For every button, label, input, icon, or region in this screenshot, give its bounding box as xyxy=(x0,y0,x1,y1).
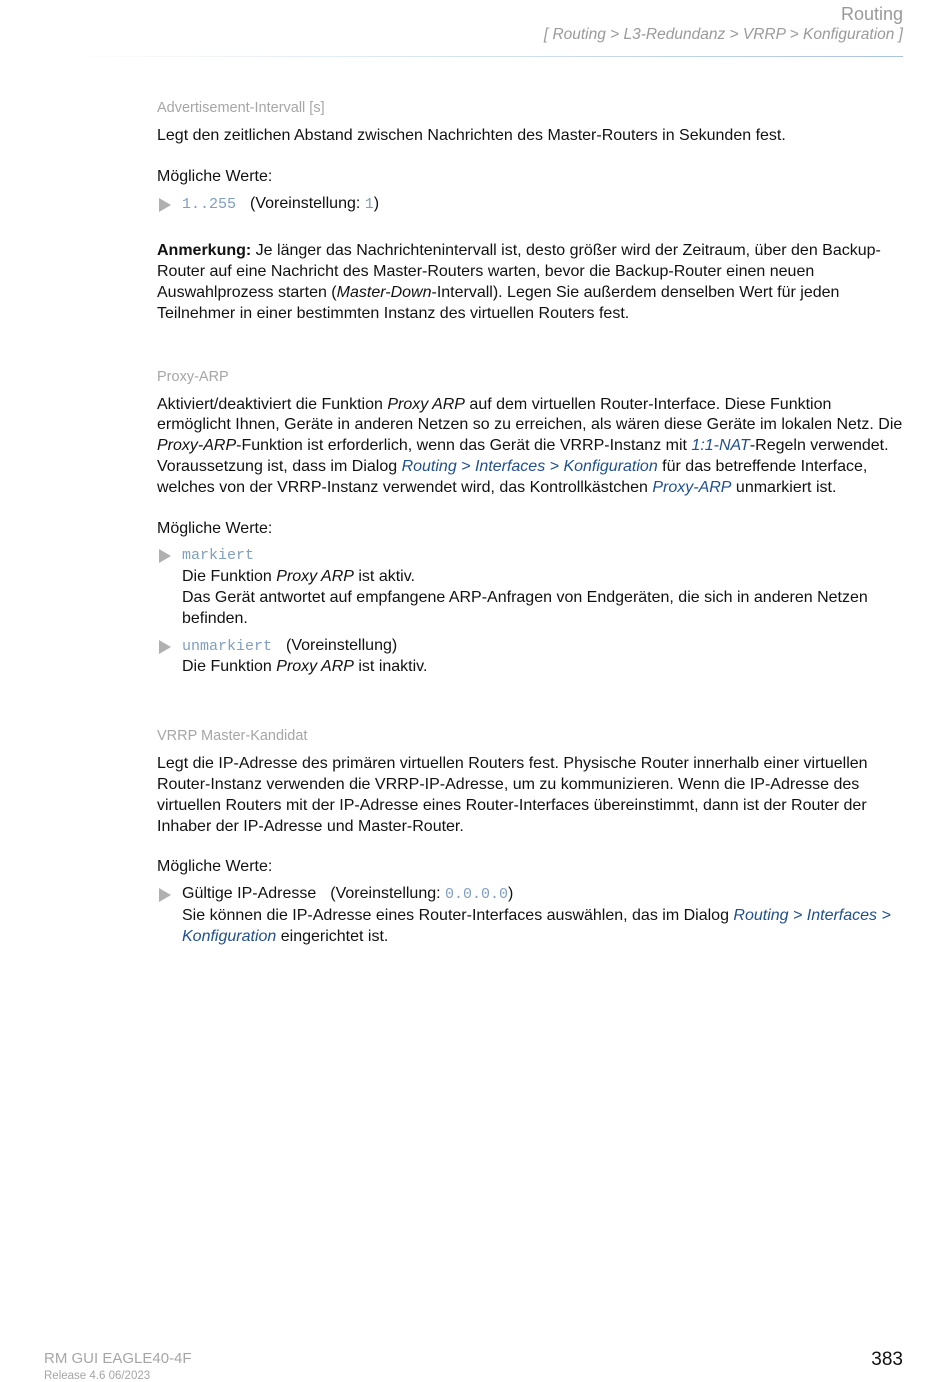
triangle-bullet-icon xyxy=(159,640,171,654)
value-markiert: markiert xyxy=(182,547,255,565)
default-label: (Voreinstellung) xyxy=(286,636,398,654)
triangle-bullet-icon xyxy=(159,198,171,212)
section-description: Legt die IP-Adresse des primären virtuellen Routers fest. Physische Router innerhalb einer virtuellen Router-Instanz verwenden die VRRP-IP-Adresse, um zu kommunizieren. Wenn die IP-Adresse des virtuellen Routers mit der IP-Adresse eines Router-Interfaces übereinstimmt, dann ist der Router der Inhaber der IP-Adresse und Master-Router. xyxy=(157,755,868,835)
value-item-markiert xyxy=(157,545,903,629)
header-divider xyxy=(60,56,903,57)
footer-release: Release 4.6 06/2023 xyxy=(44,1370,151,1382)
section-heading-vrrp-master-kandidat: VRRP Master-Kandidat xyxy=(157,728,308,745)
desc-text: unmarkiert ist. xyxy=(731,478,837,496)
default-value: 0.0.0.0 xyxy=(445,886,509,904)
default-close: ) xyxy=(373,194,380,212)
section-heading-proxy-arp: Proxy-ARP xyxy=(157,368,229,385)
possible-values-label: Mögliche Werte: xyxy=(157,167,273,185)
header-title: Routing xyxy=(840,4,903,24)
value-unmarkiert: unmarkiert xyxy=(182,637,273,655)
default-value: 1 xyxy=(364,195,374,213)
default-open: (Voreinstellung: xyxy=(250,194,365,212)
desc-emphasis: Proxy-ARP xyxy=(157,437,237,455)
section-description xyxy=(157,395,903,499)
default-open: (Voreinstellung: xyxy=(330,885,446,903)
value-desc: Die Funktion Proxy ARP ist aktiv. xyxy=(182,568,415,586)
value-desc: Sie können die IP-Adresse eines Router-Interfaces auswählen, das im Dialog Routing > Interfaces > Konfiguration eingerichtet ist. xyxy=(182,906,891,945)
note-text: Je länger das Nachrichtenintervall ist, desto größer wird der Zeitraum, über den Backup-Router auf eine Nachricht des Master-Routers warten, bevor die Backup-Router einen neuen Auswahlprozess starten ( xyxy=(157,242,881,301)
default-close: ) xyxy=(508,885,514,903)
value-label: Gültige IP-Adresse xyxy=(182,885,317,903)
link-routing-interfaces-config[interactable]: Routing > Interfaces > Konfiguration xyxy=(401,457,658,475)
value-item xyxy=(157,194,903,216)
desc-text: für das betreffende Interface, welches von der VRRP-Instanz verwendet wird, das Kontrollkästchen xyxy=(157,457,868,496)
link-proxy-arp[interactable]: Proxy-ARP xyxy=(652,478,732,496)
desc-emphasis: Proxy ARP xyxy=(387,395,465,413)
section-heading-advertisement-interval: Advertisement-Intervall [s] xyxy=(157,100,325,116)
note-label: Anmerkung: xyxy=(157,242,252,260)
link-routing-interfaces-config[interactable]: Routing > Interfaces > Konfiguration xyxy=(182,906,891,945)
page-number: 383 xyxy=(871,1349,903,1370)
section-description: Legt den zeitlichen Abstand zwischen Nachrichten des Master-Routers in Sekunden fest. xyxy=(157,127,786,144)
desc-text: -Regeln verwendet. Voraussetzung ist, dass im Dialog xyxy=(157,437,889,475)
desc-text: auf dem virtuellen Router-Interface. Diese Funktion ermöglicht Ihnen, Geräte in anderen Netzen so zu erreichen, als wären diese Geräte im lokalen Netz. Die xyxy=(157,395,903,434)
note-paragraph xyxy=(157,241,903,324)
value-desc: Die Funktion Proxy ARP ist inaktiv. xyxy=(182,658,428,676)
note-text-end: -Intervall). Legen Sie außerdem denselben Wert für jeden Teilnehmer in einer bestimmten Instanz des virtuellen Routers fest. xyxy=(157,283,840,322)
possible-values-label: Mögliche Werte: xyxy=(157,519,273,537)
value-item-ip xyxy=(157,884,903,947)
breadcrumb: [ Routing > L3-Redundanz > VRRP > Konfiguration ] xyxy=(543,26,903,43)
possible-values-label: Mögliche Werte: xyxy=(157,858,273,876)
page-content xyxy=(157,100,903,954)
triangle-bullet-icon xyxy=(159,549,171,563)
triangle-bullet-icon xyxy=(159,888,171,902)
desc-text: -Funktion ist erforderlich, wenn das Gerät die VRRP-Instanz mit xyxy=(236,437,692,455)
link-nat[interactable]: 1:1-NAT xyxy=(691,437,750,455)
value-range: 1..255 xyxy=(182,195,237,213)
value-desc: Das Gerät antwortet auf empfangene ARP-Anfragen von Endgeräten, die sich in anderen Netzen befinden. xyxy=(182,588,868,627)
value-item-unmarkiert xyxy=(157,636,903,679)
note-emphasis: Master-Down xyxy=(336,283,432,301)
footer-product: RM GUI EAGLE40-4F xyxy=(44,1350,192,1367)
desc-text: Aktiviert/deaktiviert die Funktion xyxy=(157,395,388,413)
